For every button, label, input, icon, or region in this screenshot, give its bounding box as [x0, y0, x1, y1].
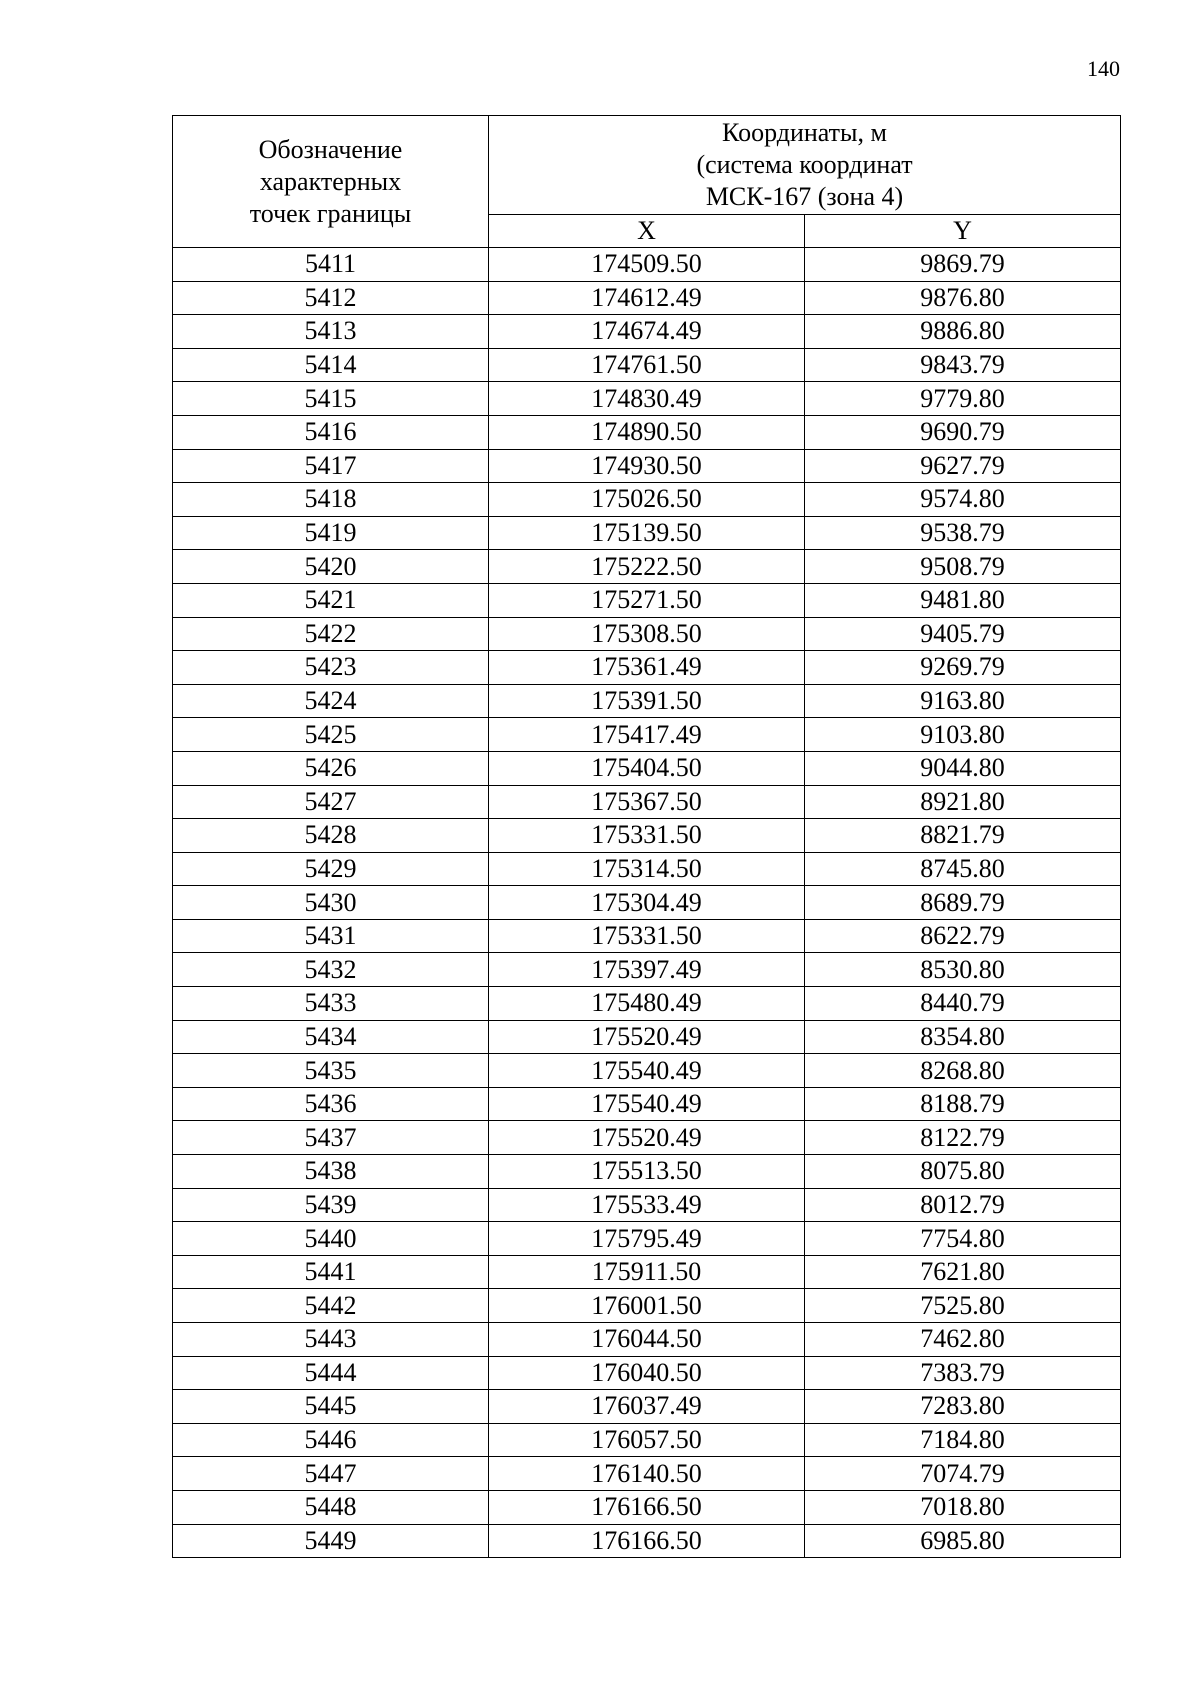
page-number: 140	[1087, 56, 1120, 81]
y-cell: 9044.80	[805, 751, 1121, 785]
x-cell: 176166.50	[489, 1490, 805, 1524]
table-row	[173, 1188, 1121, 1222]
point-cell: 5426	[173, 751, 489, 785]
x-cell: 175480.49	[489, 987, 805, 1021]
table-row	[173, 415, 1121, 449]
point-cell: 5427	[173, 785, 489, 819]
point-cell: 5440	[173, 1222, 489, 1256]
table-row	[173, 886, 1121, 920]
x-cell: 175533.49	[489, 1188, 805, 1222]
y-cell: 8075.80	[805, 1155, 1121, 1189]
x-cell: 175314.50	[489, 852, 805, 886]
y-cell: 7525.80	[805, 1289, 1121, 1323]
x-cell: 176037.49	[489, 1390, 805, 1424]
y-cell: 7184.80	[805, 1423, 1121, 1457]
x-cell: 174509.50	[489, 248, 805, 282]
table-row	[173, 1356, 1121, 1390]
point-cell: 5419	[173, 516, 489, 550]
point-cell: 5435	[173, 1054, 489, 1088]
y-cell: 8622.79	[805, 919, 1121, 953]
x-cell: 174830.49	[489, 382, 805, 416]
point-cell: 5416	[173, 415, 489, 449]
point-cell: 5413	[173, 315, 489, 349]
point-cell: 5424	[173, 684, 489, 718]
y-cell: 7018.80	[805, 1490, 1121, 1524]
x-cell: 175367.50	[489, 785, 805, 819]
point-cell: 5436	[173, 1087, 489, 1121]
x-cell: 175331.50	[489, 919, 805, 953]
y-cell: 9779.80	[805, 382, 1121, 416]
table-row	[173, 583, 1121, 617]
point-cell: 5448	[173, 1490, 489, 1524]
x-cell: 175513.50	[489, 1155, 805, 1189]
point-cell: 5449	[173, 1524, 489, 1558]
table-row	[173, 1222, 1121, 1256]
y-cell: 7283.80	[805, 1390, 1121, 1424]
y-cell: 9690.79	[805, 415, 1121, 449]
table-row	[173, 1323, 1121, 1357]
table-row	[173, 1020, 1121, 1054]
table-row	[173, 516, 1121, 550]
table-row	[173, 348, 1121, 382]
x-cell: 175222.50	[489, 550, 805, 584]
table-row	[173, 1255, 1121, 1289]
header-coords-line-2: (система координат	[696, 150, 913, 179]
x-cell: 175795.49	[489, 1222, 805, 1256]
point-cell: 5428	[173, 819, 489, 853]
y-cell: 7462.80	[805, 1323, 1121, 1357]
table-row	[173, 651, 1121, 685]
point-cell: 5430	[173, 886, 489, 920]
x-cell: 174612.49	[489, 281, 805, 315]
y-cell: 9508.79	[805, 550, 1121, 584]
header-coordinates	[489, 116, 1121, 215]
y-cell: 9103.80	[805, 718, 1121, 752]
y-cell: 9886.80	[805, 315, 1121, 349]
point-cell: 5420	[173, 550, 489, 584]
x-cell: 175361.49	[489, 651, 805, 685]
point-cell: 5422	[173, 617, 489, 651]
table-row	[173, 1423, 1121, 1457]
table-row	[173, 718, 1121, 752]
header-x: X	[489, 215, 805, 248]
point-cell: 5443	[173, 1323, 489, 1357]
point-cell: 5442	[173, 1289, 489, 1323]
y-cell: 9574.80	[805, 483, 1121, 517]
table-row	[173, 1524, 1121, 1558]
point-cell: 5411	[173, 248, 489, 282]
table-row	[173, 281, 1121, 315]
table-row	[173, 483, 1121, 517]
point-cell: 5423	[173, 651, 489, 685]
x-cell: 175308.50	[489, 617, 805, 651]
x-cell: 176001.50	[489, 1289, 805, 1323]
point-cell: 5446	[173, 1423, 489, 1457]
header-coords-line-1: Координаты, м	[722, 118, 887, 147]
y-cell: 9481.80	[805, 583, 1121, 617]
table-body	[173, 248, 1121, 1558]
table-row	[173, 1155, 1121, 1189]
table-row	[173, 382, 1121, 416]
table-row	[173, 1121, 1121, 1155]
table-row	[173, 550, 1121, 584]
y-cell: 8268.80	[805, 1054, 1121, 1088]
header-coords-line-3: МСК-167 (зона 4)	[705, 182, 904, 211]
y-cell: 8821.79	[805, 819, 1121, 853]
point-cell: 5439	[173, 1188, 489, 1222]
y-cell: 9876.80	[805, 281, 1121, 315]
x-cell: 175911.50	[489, 1255, 805, 1289]
point-cell: 5429	[173, 852, 489, 886]
point-cell: 5441	[173, 1255, 489, 1289]
y-cell: 7383.79	[805, 1356, 1121, 1390]
table-row	[173, 1457, 1121, 1491]
table-row	[173, 987, 1121, 1021]
point-cell: 5421	[173, 583, 489, 617]
coordinates-table	[172, 115, 1121, 1558]
table-row	[173, 1490, 1121, 1524]
x-cell: 175271.50	[489, 583, 805, 617]
y-cell: 7754.80	[805, 1222, 1121, 1256]
table-row	[173, 1087, 1121, 1121]
y-cell: 8188.79	[805, 1087, 1121, 1121]
y-cell: 9869.79	[805, 248, 1121, 282]
point-cell: 5447	[173, 1457, 489, 1491]
table-row	[173, 1054, 1121, 1088]
table-row	[173, 617, 1121, 651]
table-header	[173, 116, 1121, 248]
point-cell: 5431	[173, 919, 489, 953]
y-cell: 7621.80	[805, 1255, 1121, 1289]
y-cell: 6985.80	[805, 1524, 1121, 1558]
x-cell: 174674.49	[489, 315, 805, 349]
x-cell: 175404.50	[489, 751, 805, 785]
x-cell: 174761.50	[489, 348, 805, 382]
table-row	[173, 751, 1121, 785]
header-point-designation	[173, 116, 489, 248]
point-cell: 5433	[173, 987, 489, 1021]
y-cell: 9163.80	[805, 684, 1121, 718]
x-cell: 175540.49	[489, 1054, 805, 1088]
table-row	[173, 315, 1121, 349]
table-row	[173, 953, 1121, 987]
x-cell: 174930.50	[489, 449, 805, 483]
y-cell: 8921.80	[805, 785, 1121, 819]
y-cell: 8122.79	[805, 1121, 1121, 1155]
point-cell: 5414	[173, 348, 489, 382]
x-cell: 176057.50	[489, 1423, 805, 1457]
table-row	[173, 819, 1121, 853]
x-cell: 176040.50	[489, 1356, 805, 1390]
x-cell: 174890.50	[489, 415, 805, 449]
table-row	[173, 852, 1121, 886]
point-cell: 5437	[173, 1121, 489, 1155]
x-cell: 175520.49	[489, 1020, 805, 1054]
point-cell: 5415	[173, 382, 489, 416]
y-cell: 8689.79	[805, 886, 1121, 920]
point-cell: 5444	[173, 1356, 489, 1390]
y-cell: 9269.79	[805, 651, 1121, 685]
x-cell: 175540.49	[489, 1087, 805, 1121]
point-cell: 5438	[173, 1155, 489, 1189]
y-cell: 9538.79	[805, 516, 1121, 550]
point-cell: 5434	[173, 1020, 489, 1054]
y-cell: 7074.79	[805, 1457, 1121, 1491]
header-point-line-3: точек границы	[249, 198, 412, 228]
y-cell: 8012.79	[805, 1188, 1121, 1222]
table-row	[173, 449, 1121, 483]
point-cell: 5417	[173, 449, 489, 483]
point-cell: 5445	[173, 1390, 489, 1424]
table-row	[173, 684, 1121, 718]
x-cell: 176044.50	[489, 1323, 805, 1357]
table-row	[173, 248, 1121, 282]
y-cell: 8354.80	[805, 1020, 1121, 1054]
y-cell: 8745.80	[805, 852, 1121, 886]
y-cell: 8440.79	[805, 987, 1121, 1021]
x-cell: 175520.49	[489, 1121, 805, 1155]
table-row	[173, 785, 1121, 819]
y-cell: 9627.79	[805, 449, 1121, 483]
header-y: Y	[805, 215, 1121, 248]
table-row	[173, 919, 1121, 953]
point-cell: 5412	[173, 281, 489, 315]
table-row	[173, 1390, 1121, 1424]
table-row	[173, 1289, 1121, 1323]
header-point-line-1: Обозначение	[258, 134, 403, 164]
y-cell: 9405.79	[805, 617, 1121, 651]
y-cell: 8530.80	[805, 953, 1121, 987]
point-cell: 5418	[173, 483, 489, 517]
x-cell: 175139.50	[489, 516, 805, 550]
x-cell: 175331.50	[489, 819, 805, 853]
x-cell: 175026.50	[489, 483, 805, 517]
header-point-line-2: характерных	[259, 166, 402, 196]
point-cell: 5432	[173, 953, 489, 987]
y-cell: 9843.79	[805, 348, 1121, 382]
x-cell: 175397.49	[489, 953, 805, 987]
x-cell: 176140.50	[489, 1457, 805, 1491]
point-cell: 5425	[173, 718, 489, 752]
x-cell: 175417.49	[489, 718, 805, 752]
x-cell: 176166.50	[489, 1524, 805, 1558]
x-cell: 175304.49	[489, 886, 805, 920]
x-cell: 175391.50	[489, 684, 805, 718]
